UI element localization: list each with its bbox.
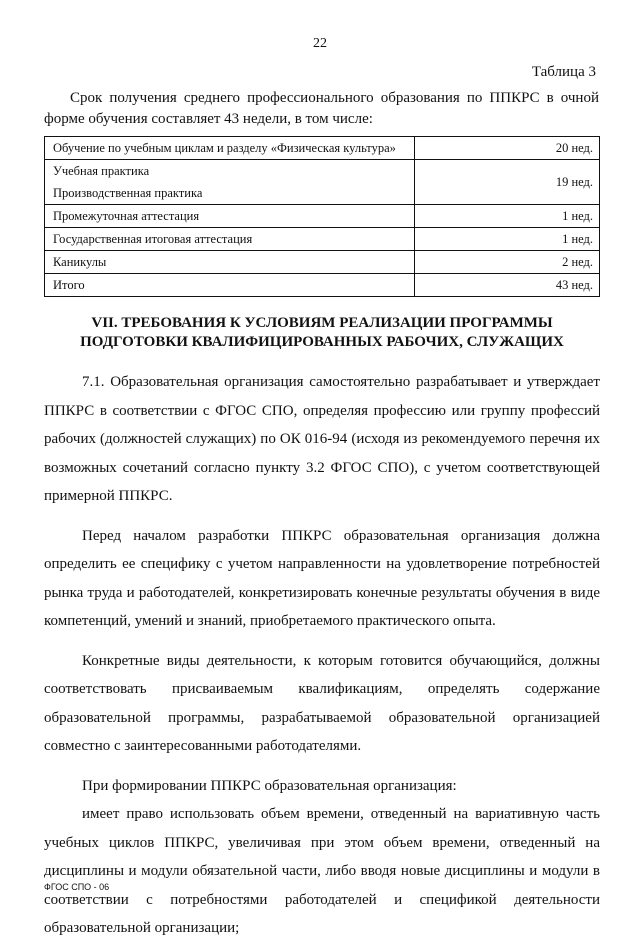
table-label: Таблица 3 [531,64,596,80]
footer-code: ФГОС СПО - 06 [44,882,110,892]
section-title [44,314,600,352]
row-name: Каникулы [45,251,415,274]
table-row [45,274,600,297]
table-row [45,228,600,251]
table-row [45,137,600,160]
section-title-line: VII. ТРЕБОВАНИЯ К УСЛОВИЯМ РЕАЛИЗАЦИИ ПРОГРАММЫ [91,315,553,331]
paragraph: 7.1. Образовательная организация самостоятельно разрабатывает и утверждает ППКРС в соответствии с ФГОС СПО, определяя профессию или группу профессий рабочих (должностей служащих) по ОК 016-94 (исходя из рекомендуемого перечня их возможных сочетаний согласно пункту 3.2 ФГОС СПО), с учетом соответствующей примерной ППКРС. [44,374,600,504]
row-name: Промежуточная аттестация [45,205,415,228]
row-value: 19 нед. [415,160,600,205]
paragraph: Конкретные виды деятельности, к которым готовится обучающийся, должны соответствовать присваиваемым квалификациям, определять содержание образовательной программы, разрабатываемой образовательной организацией совместно с заинтересованными работодателями. [44,652,600,754]
study-duration-table [44,136,600,297]
table-row [45,205,600,228]
table-row [45,251,600,274]
body-text [44,368,600,943]
row-name: Учебная практика [45,160,415,183]
section-title-line: ПОДГОТОВКИ КВАЛИФИЦИРОВАННЫХ РАБОЧИХ, СЛУЖАЩИХ [80,334,564,350]
row-value: 1 нед. [415,205,600,228]
row-name: Обучение по учебным циклам и разделу «Физическая культура» [45,137,415,160]
intro-paragraph: Срок получения среднего профессионального образования по ППКРС в очной форме обучения составляет 43 недели, в том числе: [44,90,599,127]
paragraph: имеет право использовать объем времени, отведенный на вариативную часть учебных циклов ППКРС, увеличивая при этом объем времени, отведенный на дисциплины и модули обязательной части, либо вводя новые дисциплины и модули в соответствии с потребностями работодателей и спецификой деятельности образовательной организации; [44,806,600,936]
row-name: Производственная практика [45,182,415,205]
table-row [45,160,600,183]
row-name: Итого [45,274,415,297]
paragraph: При формировании ППКРС образовательная организация: [82,777,457,794]
page-number: 22 [313,36,327,51]
paragraph: Перед началом разработки ППКРС образовательная организация должна определить ее специфику с учетом направленности на удовлетворение потребностей рынка труда и работодателей, конкретизировать конечные результаты обучения в виде компетенций, умений и знаний, приобретаемого практического опыта. [44,527,600,629]
row-value: 2 нед. [415,251,600,274]
row-value: 43 нед. [415,274,600,297]
row-value: 20 нед. [415,137,600,160]
row-name: Государственная итоговая аттестация [45,228,415,251]
row-value: 1 нед. [415,228,600,251]
